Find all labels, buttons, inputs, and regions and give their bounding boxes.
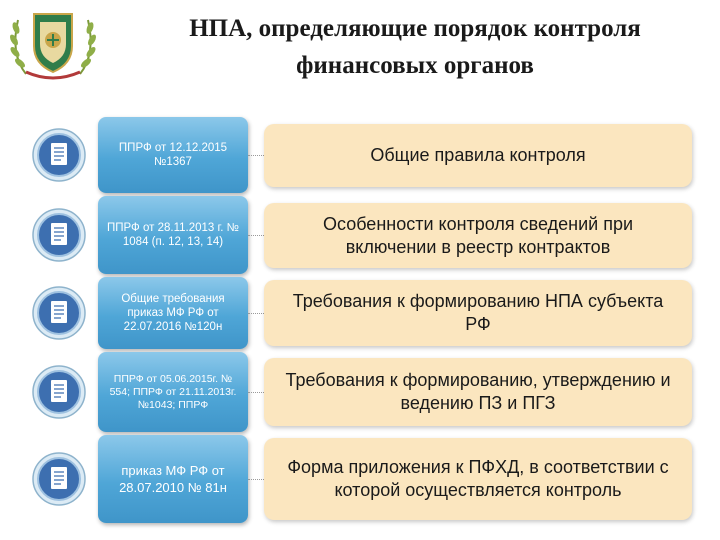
regulation-label: ППРФ от 28.11.2013 г. № 1084 (п. 12, 13, 14) (98, 196, 248, 274)
connector-line (248, 479, 264, 480)
connector-line (248, 313, 264, 314)
document-icon (31, 127, 87, 183)
document-icon (31, 451, 87, 507)
rule-description: Требования к формированию НПА субъекта РФ (264, 280, 692, 346)
list-item (0, 277, 720, 349)
connector-line (248, 392, 264, 393)
connector-line (248, 235, 264, 236)
list-item (0, 196, 720, 274)
connector-line (248, 155, 264, 156)
regulation-label: ППРФ от 12.12.2015 №1367 (98, 117, 248, 193)
list-item (0, 117, 720, 193)
page-title: НПА, определяющие порядок контроля финансовых органов (189, 15, 641, 79)
document-icon (31, 364, 87, 420)
rule-description: Общие правила контроля (264, 124, 692, 187)
regulation-label: Общие требования приказ МФ РФ от 22.07.2016 №120н (98, 277, 248, 349)
regulation-label: ППРФ от 05.06.2015г. № 554; ППРФ от 21.11.2013г. №1043; ППРФ (98, 352, 248, 432)
rule-description: Особенности контроля сведений при включении в реестр контрактов (264, 203, 692, 268)
list-item (0, 435, 720, 523)
document-icon (31, 285, 87, 341)
rule-description: Требования к формированию, утверждению и ведению ПЗ и ПГЗ (264, 358, 692, 426)
regulation-label: приказ МФ РФ от 28.07.2010 № 81н (98, 435, 248, 523)
rule-description: Форма приложения к ПФХД, в соответствии с которой осуществляется контроль (264, 438, 692, 520)
ministry-emblem-icon (4, 2, 102, 84)
document-icon (31, 207, 87, 263)
list-item (0, 352, 720, 432)
